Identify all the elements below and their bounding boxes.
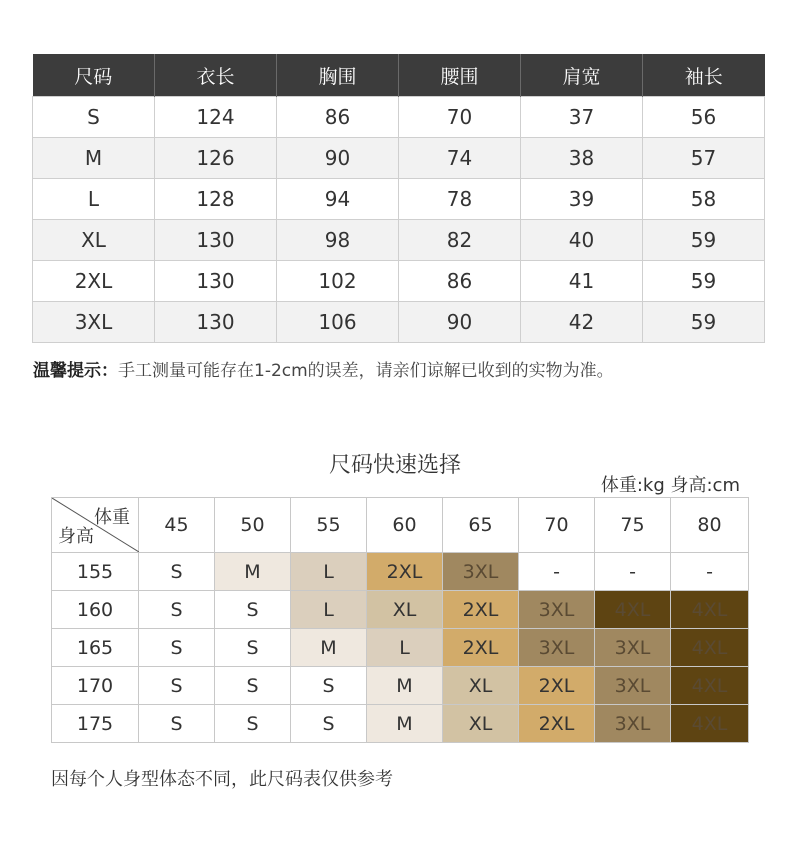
measurement-cell: 59 [643,302,765,343]
recommended-size-cell: XL [443,667,519,705]
measurement-cell: 98 [277,220,399,261]
weight-header-cell: 70 [519,498,595,553]
recommended-size-cell: M [367,667,443,705]
recommended-size-cell: S [215,705,291,743]
recommended-size-cell: 3XL [443,553,519,591]
recommended-size-cell: 2XL [519,705,595,743]
height-cell: 175 [52,705,139,743]
size-table-row [33,97,765,138]
measurement-cell: 39 [521,179,643,220]
recommended-size-cell: XL [443,705,519,743]
recommended-size-cell: 2XL [519,667,595,705]
measurement-cell: 59 [643,220,765,261]
header-waist: 腰围 [399,54,521,97]
size-label-cell: XL [33,220,155,261]
measurement-cell: 57 [643,138,765,179]
recommended-size-cell: S [215,591,291,629]
recommended-size-cell: S [215,667,291,705]
recommended-size-cell: XL [367,591,443,629]
measurement-cell: 124 [155,97,277,138]
unit-note: 体重:kg 身高:cm [600,475,740,496]
measurement-cell: 90 [399,302,521,343]
size-table-row [33,302,765,343]
recommended-size-cell: L [291,553,367,591]
quick-select-title: 尺码快速选择 [328,453,461,478]
size-table-row [33,179,765,220]
recommended-size-cell: M [291,629,367,667]
quick-table-body [52,553,749,743]
tip-label: 温馨提示： [33,361,118,381]
recommended-size-cell: M [367,705,443,743]
recommended-size-cell: 3XL [519,591,595,629]
corner-cell [52,498,139,553]
size-table-row [33,220,765,261]
recommended-size-cell: M [215,553,291,591]
measurement-cell: 106 [277,302,399,343]
height-cell: 170 [52,667,139,705]
quick-table-row [52,705,749,743]
recommended-size-cell: - [671,553,749,591]
size-measurement-table [32,54,765,343]
warm-tip [33,356,614,381]
weight-header-cell: 65 [443,498,519,553]
recommended-size-cell: 3XL [595,705,671,743]
height-cell: 160 [52,591,139,629]
recommended-size-cell: 4XL [671,591,749,629]
recommended-size-cell: - [595,553,671,591]
measurement-cell: 126 [155,138,277,179]
recommended-size-cell: 2XL [443,629,519,667]
recommended-size-cell: S [139,629,215,667]
measurement-cell: 130 [155,220,277,261]
size-label-cell: 3XL [33,302,155,343]
measurement-cell: 59 [643,261,765,302]
measurement-cell: 74 [399,138,521,179]
measurement-cell: 58 [643,179,765,220]
header-length: 衣长 [155,54,277,97]
tip-text: 手工测量可能存在1-2cm的误差，请亲们谅解已收到的实物为准。 [118,361,614,381]
size-label-cell: L [33,179,155,220]
recommended-size-cell: S [215,629,291,667]
measurement-cell: 70 [399,97,521,138]
measurement-cell: 37 [521,97,643,138]
measurement-cell: 38 [521,138,643,179]
recommended-size-cell: 3XL [595,629,671,667]
measurement-cell: 82 [399,220,521,261]
recommended-size-cell: S [139,667,215,705]
header-shoulder: 肩宽 [521,54,643,97]
measurement-cell: 86 [277,97,399,138]
recommended-size-cell: L [367,629,443,667]
size-label-cell: 2XL [33,261,155,302]
header-size: 尺码 [33,54,155,97]
height-cell: 165 [52,629,139,667]
recommended-size-cell: S [139,705,215,743]
recommended-size-cell: S [291,667,367,705]
measurement-cell: 40 [521,220,643,261]
recommended-size-cell: 4XL [671,629,749,667]
recommended-size-cell: S [139,591,215,629]
recommended-size-cell: 3XL [519,629,595,667]
quick-table-row [52,591,749,629]
recommended-size-cell: 2XL [367,553,443,591]
recommended-size-cell: S [291,705,367,743]
weight-header-cell: 80 [671,498,749,553]
measurement-cell: 102 [277,261,399,302]
size-table-body [33,97,765,343]
size-label-cell: S [33,97,155,138]
measurement-cell: 128 [155,179,277,220]
recommended-size-cell: 3XL [595,667,671,705]
corner-height-label: 身高 [58,526,94,547]
recommended-size-cell: 4XL [671,667,749,705]
size-label-cell: M [33,138,155,179]
quick-table-row [52,553,749,591]
quick-table-header-row [52,498,749,553]
measurement-cell: 94 [277,179,399,220]
weight-header-cell: 60 [367,498,443,553]
size-table-row [33,138,765,179]
measurement-cell: 90 [277,138,399,179]
quick-size-table [51,497,749,743]
size-table-row [33,261,765,302]
height-cell: 155 [52,553,139,591]
weight-header-cell: 45 [139,498,215,553]
weight-header-cell: 75 [595,498,671,553]
weight-header-cell: 50 [215,498,291,553]
corner-weight-label: 体重 [94,507,130,528]
quick-table-row [52,667,749,705]
recommended-size-cell: L [291,591,367,629]
measurement-cell: 78 [399,179,521,220]
recommended-size-cell: 2XL [443,591,519,629]
recommended-size-cell: - [519,553,595,591]
size-table-header-row [33,54,765,97]
measurement-cell: 130 [155,261,277,302]
measurement-cell: 86 [399,261,521,302]
measurement-cell: 42 [521,302,643,343]
weight-header-cell: 55 [291,498,367,553]
quick-table-row [52,629,749,667]
recommended-size-cell: S [139,553,215,591]
recommended-size-cell: 4XL [671,705,749,743]
recommended-size-cell: 4XL [595,591,671,629]
measurement-cell: 56 [643,97,765,138]
header-sleeve: 袖长 [643,54,765,97]
footnote: 因每个人身型体态不同，此尺码表仅供参考 [51,769,393,790]
measurement-cell: 130 [155,302,277,343]
header-chest: 胸围 [277,54,399,97]
measurement-cell: 41 [521,261,643,302]
